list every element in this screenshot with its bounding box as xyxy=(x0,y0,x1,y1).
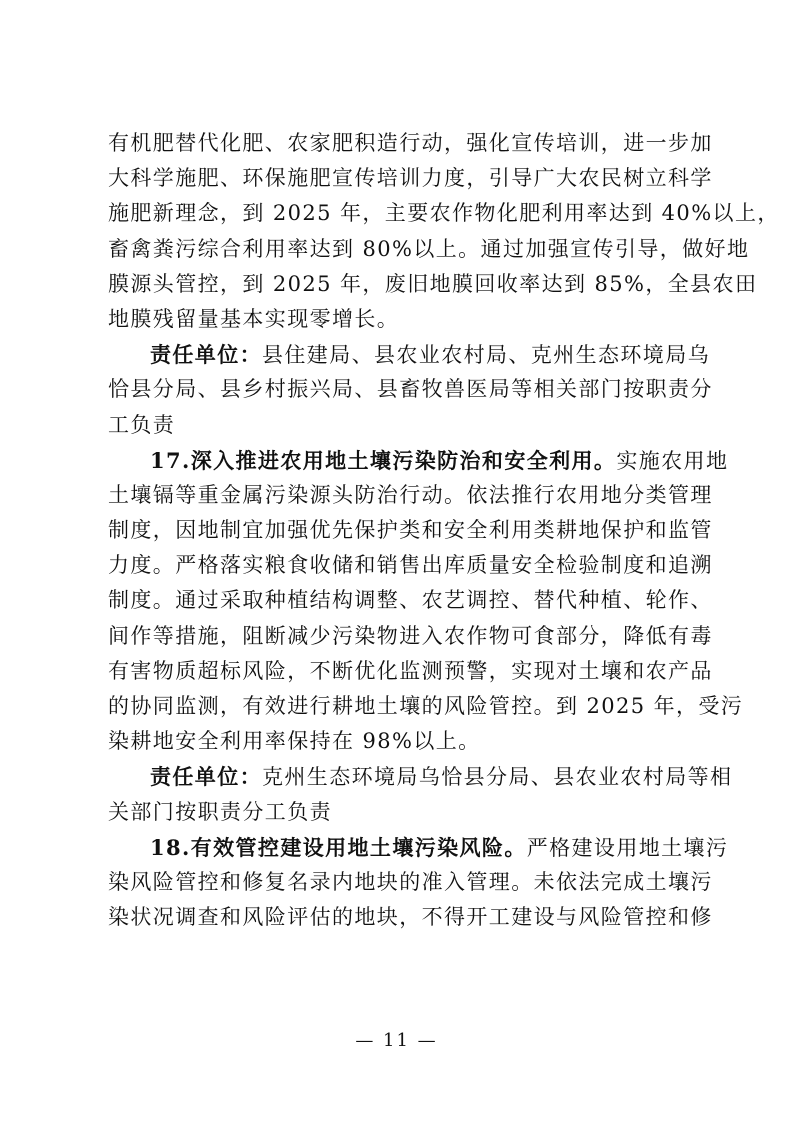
text-line xyxy=(108,759,733,794)
text-line xyxy=(108,161,713,196)
text-line xyxy=(108,865,713,900)
text-line xyxy=(108,443,729,478)
line-text: 地膜残留量基本实现零增长。 xyxy=(108,306,400,331)
text-line xyxy=(108,724,690,759)
bold-heading: 18.有效管控建设用地土壤污染风险。 xyxy=(150,834,527,860)
text-line xyxy=(108,267,758,302)
text-line xyxy=(108,900,713,935)
line-text: 县住建局、县农业农村局、克州生态环境局乌 xyxy=(262,343,710,368)
page-number: — 11 — xyxy=(355,1030,438,1051)
text-line xyxy=(108,513,713,548)
text-line xyxy=(108,654,713,689)
text-line xyxy=(108,337,710,372)
line-text: 力度。严格落实粮食收储和销售出库质量安全检验制度和追溯 xyxy=(108,553,713,578)
bold-heading: 17.深入推进农用地土壤污染防治和安全利用。 xyxy=(150,447,617,473)
text-line xyxy=(108,196,780,231)
line-text: 实施农用地 xyxy=(616,448,729,473)
bold-heading: 责任单位： xyxy=(150,342,262,368)
text-line xyxy=(108,619,713,654)
text-line xyxy=(108,232,750,267)
line-text: 土壤镉等重金属污染源头防治行动。依法推行农用地分类管理 xyxy=(108,482,713,507)
line-text: 大科学施肥、环保施肥宣传培训力度，引导广大农民树立科学 xyxy=(108,166,713,191)
line-text: 的协同监测，有效进行耕地土壤的风险管控。到 2025 年，受污 xyxy=(108,694,744,718)
text-line xyxy=(108,126,713,161)
text-line xyxy=(108,548,713,583)
line-text: 有机肥替代化肥、农家肥积造行动，强化宣传培训，进一步加 xyxy=(108,131,713,155)
line-text: 严格建设用地土壤污 xyxy=(526,835,729,860)
line-text: 工负责 xyxy=(108,412,176,437)
line-text: 制度。通过采取种植结构调整、农艺调控、替代种植、轮作、 xyxy=(108,588,713,613)
line-text: 染风险管控和修复名录内地块的准入管理。未依法完成土壤污 xyxy=(108,869,713,894)
line-text: 畜禽粪污综合利用率达到 80%以上。通过加强宣传引导，做好地 xyxy=(108,236,750,261)
line-text: 有害物质超标风险，不断优化监测预警，实现对土壤和农产品 xyxy=(108,658,713,683)
line-text: 染耕地安全利用率保持在 98%以上。 xyxy=(108,729,481,754)
text-line xyxy=(108,583,713,618)
text-line xyxy=(108,689,744,724)
line-text: 施肥新理念，到 2025 年，主要农作物化肥利用率达到 40%以上， xyxy=(108,201,780,226)
text-line xyxy=(108,478,713,513)
line-text: 克州生态环境局乌恰县分局、县农业农村局等相 xyxy=(262,765,733,790)
line-text: 制度，因地制宜加强优先保护类和安全利用类耕地保护和监管 xyxy=(108,518,713,543)
line-text: 恰县分局、县乡村振兴局、县畜牧兽医局等相关部门按职责分 xyxy=(108,377,713,402)
text-line xyxy=(108,372,713,407)
line-text: 染状况调查和风险评估的地块，不得开工建设与风险管控和修 xyxy=(108,905,713,930)
body-text xyxy=(108,126,780,935)
text-line xyxy=(108,830,729,865)
text-line xyxy=(108,408,690,443)
line-text: 关部门按职责分工负责 xyxy=(108,799,332,824)
line-text: 膜源头管控，到 2025 年，废旧地膜回收率达到 85%，全县农田 xyxy=(108,271,758,296)
text-line xyxy=(108,795,690,830)
bold-heading: 责任单位： xyxy=(150,764,262,790)
line-text: 间作等措施，阻断减少污染物进入农作物可食部分，降低有毒 xyxy=(108,623,713,648)
text-line xyxy=(108,302,690,337)
